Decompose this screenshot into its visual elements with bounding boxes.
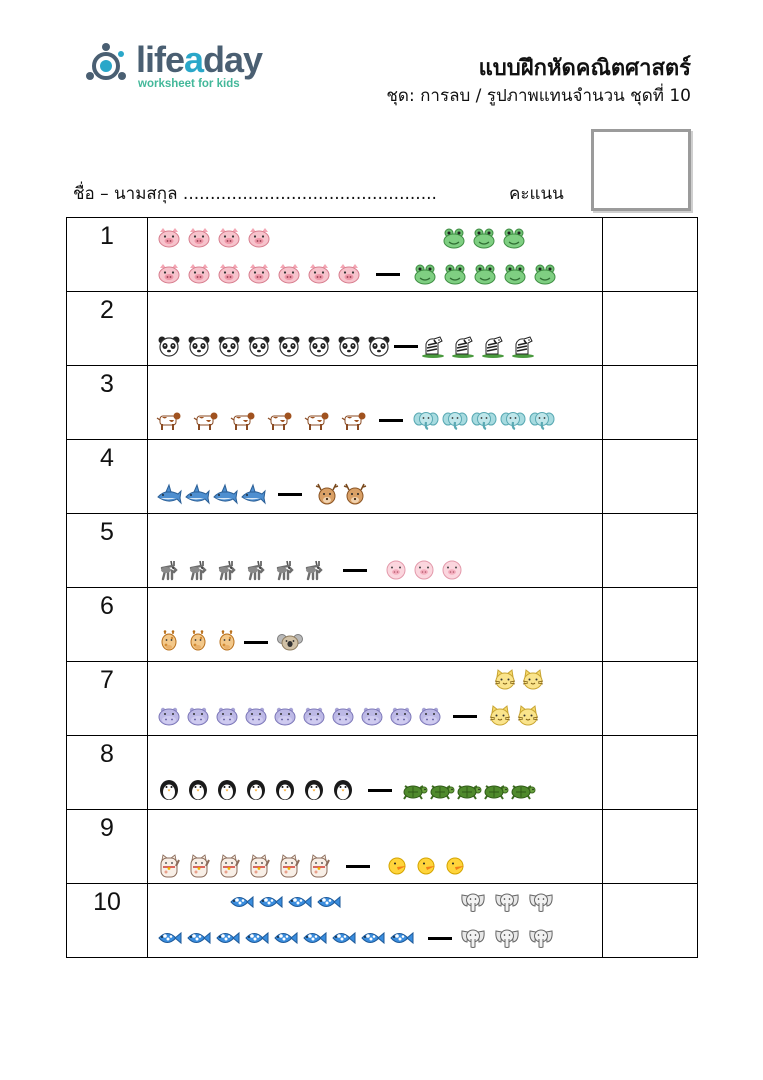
question-picture	[148, 736, 603, 810]
donkey-icon	[301, 558, 327, 582]
frog-icon	[471, 226, 497, 250]
question-row	[67, 366, 698, 440]
fish-icon	[359, 926, 385, 950]
pig-icon	[156, 226, 182, 250]
cow-icon	[230, 408, 256, 432]
question-picture	[148, 218, 603, 292]
turtle-icon	[429, 778, 455, 802]
question-row	[67, 588, 698, 662]
zebra-icon	[420, 334, 446, 358]
cat-icon	[492, 668, 518, 692]
fish-icon	[315, 890, 341, 914]
question-picture	[148, 662, 603, 736]
question-row	[67, 736, 698, 810]
question-picture	[148, 514, 603, 588]
question-row	[67, 440, 698, 514]
answer-box[interactable]	[603, 662, 698, 736]
fish-icon	[214, 926, 240, 950]
fish-icon	[330, 926, 356, 950]
frog-icon	[472, 262, 498, 286]
minus-sign	[368, 789, 392, 792]
fish-icon	[185, 926, 211, 950]
elephant-grey-icon	[460, 926, 486, 950]
cow-icon	[267, 408, 293, 432]
hippo-icon	[330, 704, 356, 728]
lifeaday-logo	[82, 38, 282, 98]
cat-icon	[515, 704, 541, 728]
panda-icon	[366, 334, 392, 358]
question-row	[67, 514, 698, 588]
question-number: 10	[67, 884, 148, 958]
zebra-icon	[510, 334, 536, 358]
score-label: คะแนน	[509, 184, 564, 204]
elephant-grey-icon	[460, 890, 486, 914]
penguin-icon	[156, 778, 182, 802]
deer-icon	[342, 482, 368, 506]
question-number: 3	[67, 366, 148, 440]
pig-icon	[186, 226, 212, 250]
minus-sign	[428, 937, 452, 940]
shark-icon	[240, 482, 266, 506]
panda-icon	[216, 334, 242, 358]
panda-icon	[186, 334, 212, 358]
answer-box[interactable]	[603, 292, 698, 366]
lucky-cat-icon	[186, 854, 212, 878]
frog-icon	[502, 262, 528, 286]
question-picture	[148, 588, 603, 662]
penguin-icon	[301, 778, 327, 802]
question-picture	[148, 884, 603, 958]
name-label: ชื่อ – นามสกุล	[73, 184, 178, 204]
elephant-grey-icon	[528, 926, 554, 950]
minus-sign	[244, 641, 268, 644]
zebra-icon	[450, 334, 476, 358]
frog-icon	[532, 262, 558, 286]
lucky-cat-icon	[246, 854, 272, 878]
pig-face-icon	[411, 558, 437, 582]
turtle-icon	[510, 778, 536, 802]
penguin-icon	[185, 778, 211, 802]
penguin-icon	[214, 778, 240, 802]
answer-box[interactable]	[603, 736, 698, 810]
worksheet-subtitle: ชุด: การลบ / รูปภาพแทนจำนวน ชุดที่ 10	[386, 86, 691, 106]
lucky-cat-icon	[276, 854, 302, 878]
minus-sign	[394, 345, 418, 348]
logo-wordmark: lifeaday	[136, 39, 263, 80]
hippo-icon	[359, 704, 385, 728]
fish-icon	[286, 890, 312, 914]
giraffe-icon	[156, 630, 182, 654]
pig-icon	[336, 262, 362, 286]
answer-box[interactable]	[603, 514, 698, 588]
question-number: 2	[67, 292, 148, 366]
fish-icon	[388, 926, 414, 950]
pig-icon	[246, 262, 272, 286]
elephant-grey-icon	[494, 926, 520, 950]
elephant-grey-icon	[528, 890, 554, 914]
hippo-icon	[272, 704, 298, 728]
panda-icon	[336, 334, 362, 358]
lucky-cat-icon	[156, 854, 182, 878]
fish-icon	[257, 890, 283, 914]
frog-icon	[501, 226, 527, 250]
elephant-icon	[413, 408, 439, 432]
minus-sign	[346, 865, 370, 868]
shark-icon	[184, 482, 210, 506]
donkey-icon	[272, 558, 298, 582]
hippo-icon	[156, 704, 182, 728]
penguin-icon	[272, 778, 298, 802]
minus-sign	[453, 715, 477, 718]
question-row	[67, 810, 698, 884]
elephant-grey-icon	[494, 890, 520, 914]
panda-icon	[306, 334, 332, 358]
hippo-icon	[417, 704, 443, 728]
lucky-cat-icon	[216, 854, 242, 878]
pig-icon	[216, 262, 242, 286]
fish-icon	[228, 890, 254, 914]
lucky-cat-icon	[306, 854, 332, 878]
pig-icon	[276, 262, 302, 286]
question-picture	[148, 810, 603, 884]
answer-box[interactable]	[603, 810, 698, 884]
question-number: 5	[67, 514, 148, 588]
logo-tagline: worksheet for kids	[138, 78, 240, 90]
answer-box[interactable]	[603, 366, 698, 440]
duck-icon	[442, 854, 468, 878]
question-row	[67, 662, 698, 736]
fish-icon	[156, 926, 182, 950]
question-number: 4	[67, 440, 148, 514]
answer-box[interactable]	[603, 588, 698, 662]
minus-sign	[379, 419, 403, 422]
frog-icon	[442, 262, 468, 286]
donkey-icon	[243, 558, 269, 582]
minus-sign	[278, 493, 302, 496]
panda-icon	[246, 334, 272, 358]
cat-icon	[487, 704, 513, 728]
hippo-icon	[243, 704, 269, 728]
donkey-icon	[185, 558, 211, 582]
fish-icon	[301, 926, 327, 950]
turtle-icon	[456, 778, 482, 802]
elephant-icon	[500, 408, 526, 432]
pig-icon	[306, 262, 332, 286]
koala-icon	[274, 630, 306, 654]
pig-icon	[186, 262, 212, 286]
question-picture	[148, 292, 603, 366]
pig-icon	[156, 262, 182, 286]
penguin-icon	[330, 778, 356, 802]
duck-icon	[384, 854, 410, 878]
question-number: 1	[67, 218, 148, 292]
penguin-icon	[243, 778, 269, 802]
worksheet-title: แบบฝึกหัดคณิตศาสตร์	[478, 56, 691, 81]
question-row	[67, 292, 698, 366]
question-picture	[148, 366, 603, 440]
panda-icon	[276, 334, 302, 358]
cow-icon	[341, 408, 367, 432]
cow-icon	[304, 408, 330, 432]
fish-icon	[272, 926, 298, 950]
hippo-icon	[388, 704, 414, 728]
frog-icon	[412, 262, 438, 286]
zebra-icon	[480, 334, 506, 358]
hippo-icon	[301, 704, 327, 728]
score-box[interactable]	[591, 129, 691, 211]
turtle-icon	[402, 778, 428, 802]
cow-icon	[193, 408, 219, 432]
minus-sign	[343, 569, 367, 572]
question-row	[67, 884, 698, 958]
logo-mark-icon	[82, 40, 132, 90]
cat-icon	[520, 668, 546, 692]
cow-icon	[156, 408, 182, 432]
elephant-icon	[529, 408, 555, 432]
donkey-icon	[214, 558, 240, 582]
shark-icon	[156, 482, 182, 506]
hippo-icon	[185, 704, 211, 728]
answer-box[interactable]	[603, 440, 698, 514]
donkey-icon	[156, 558, 182, 582]
pig-face-icon	[383, 558, 409, 582]
name-dots: ...............................................	[182, 184, 437, 204]
answer-box[interactable]	[603, 884, 698, 958]
deer-icon	[314, 482, 340, 506]
question-table	[66, 217, 698, 958]
panda-icon	[156, 334, 182, 358]
pig-icon	[216, 226, 242, 250]
duck-icon	[413, 854, 439, 878]
answer-box[interactable]	[603, 218, 698, 292]
frog-icon	[441, 226, 467, 250]
question-number: 6	[67, 588, 148, 662]
question-picture	[148, 440, 603, 514]
elephant-icon	[471, 408, 497, 432]
name-field[interactable]	[73, 180, 437, 207]
pig-icon	[246, 226, 272, 250]
question-number: 7	[67, 662, 148, 736]
pig-face-icon	[439, 558, 465, 582]
giraffe-icon	[185, 630, 211, 654]
giraffe-icon	[214, 630, 240, 654]
fish-icon	[243, 926, 269, 950]
elephant-icon	[442, 408, 468, 432]
question-number: 9	[67, 810, 148, 884]
hippo-icon	[214, 704, 240, 728]
question-number: 8	[67, 736, 148, 810]
minus-sign	[376, 273, 400, 276]
turtle-icon	[483, 778, 509, 802]
question-row	[67, 218, 698, 292]
shark-icon	[212, 482, 238, 506]
